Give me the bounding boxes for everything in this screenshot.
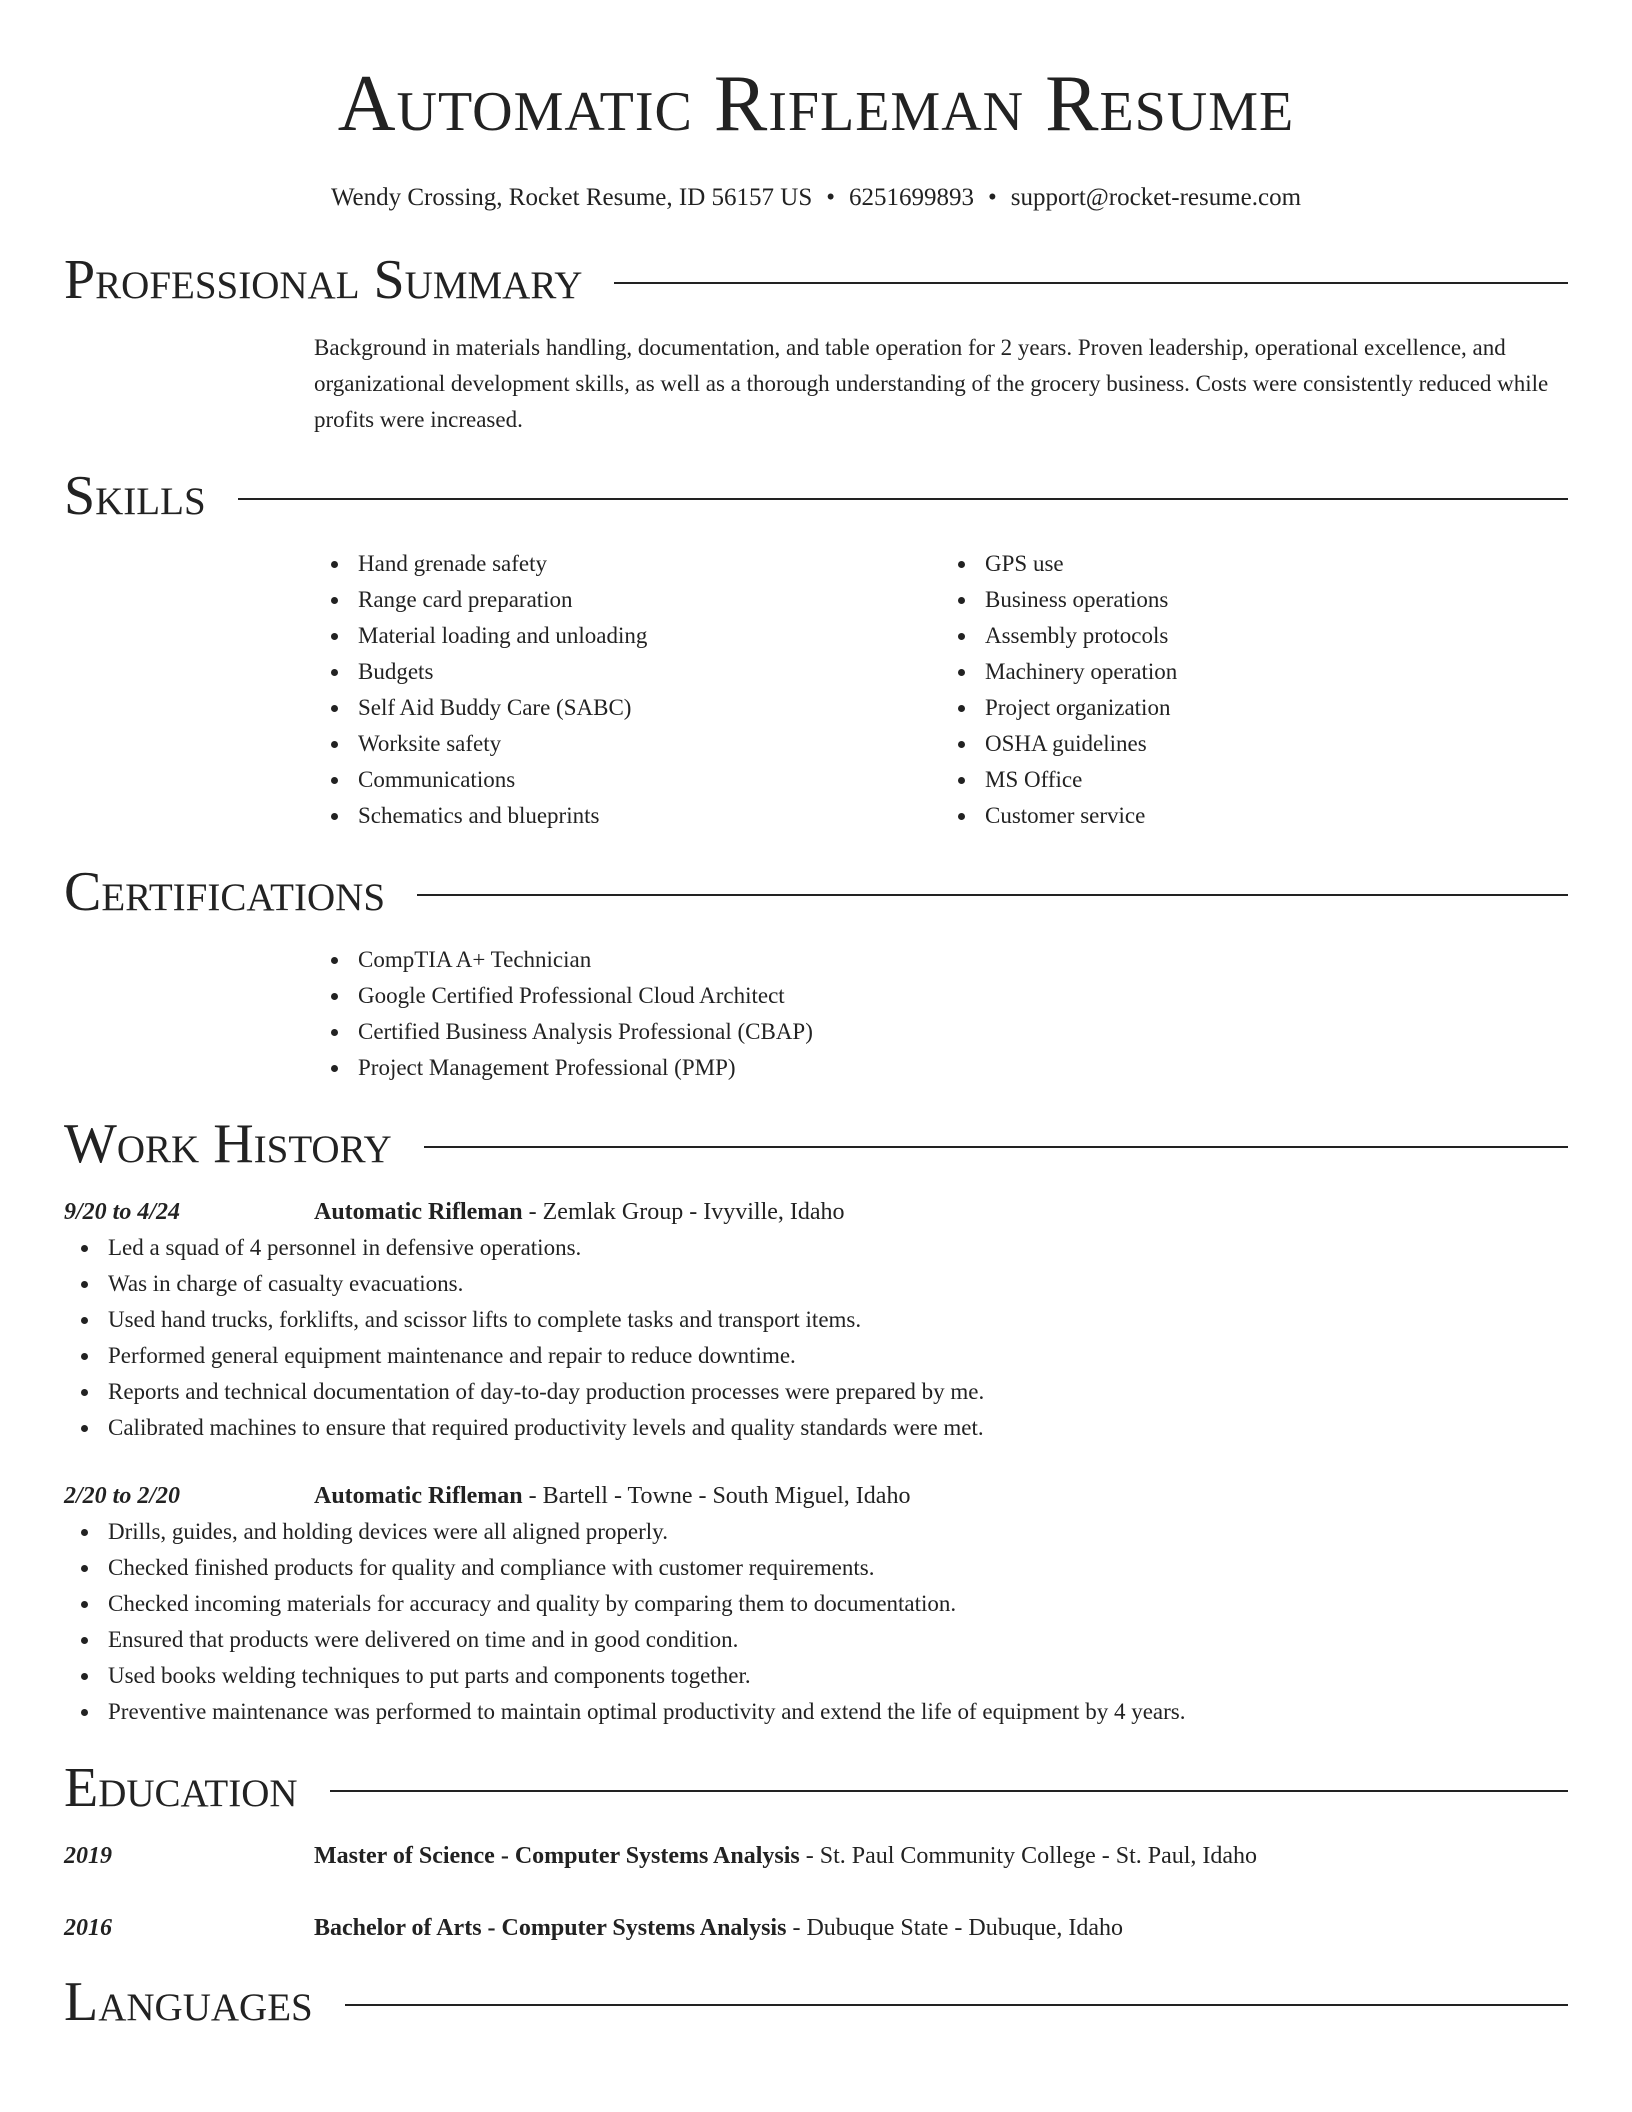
skill-item: Worksite safety xyxy=(358,726,941,762)
education-year: 2016 xyxy=(64,1915,112,1941)
skills-list-left xyxy=(314,546,941,834)
job-duty-item: Led a squad of 4 personnel in defensive operations. xyxy=(108,1230,1568,1266)
job-heading-line xyxy=(314,1194,845,1230)
summary-text: Background in materials handling, documentation, and table operation for 2 years. Proven leadership, operational excellence, and organizational development skills, as well as a thorough understanding of the grocery business. Costs were consistently reduced while profits were increased. xyxy=(314,335,1549,432)
skill-item: Range card preparation xyxy=(358,582,941,618)
skill-item: GPS use xyxy=(985,546,1568,582)
education-degree: Master of Science - Computer Systems Analysis xyxy=(314,1843,800,1869)
job-title: Automatic Rifleman xyxy=(314,1483,523,1509)
certifications-list xyxy=(314,942,1568,1086)
job-header xyxy=(64,1478,1568,1514)
languages-section-header xyxy=(64,1971,1568,2033)
skill-item: Budgets xyxy=(358,654,941,690)
skills-grid xyxy=(314,546,1568,834)
skill-item: Customer service xyxy=(985,798,1568,834)
skill-item: Communications xyxy=(358,762,941,798)
section-divider xyxy=(614,282,1568,284)
contact-address: Wendy Crossing, Rocket Resume, ID 56157 US xyxy=(330,184,813,211)
skill-item: MS Office xyxy=(985,762,1568,798)
contact-email: support@rocket-resume.com xyxy=(1010,184,1302,211)
skill-item: Project organization xyxy=(985,690,1568,726)
section-divider xyxy=(345,2004,1568,2006)
skill-item: Hand grenade safety xyxy=(358,546,941,582)
contact-line xyxy=(64,184,1568,212)
job-duty-item: Ensured that products were delivered on time and in good condition. xyxy=(108,1622,1568,1658)
section-divider xyxy=(417,894,1568,896)
certifications-section-header xyxy=(64,861,1568,923)
skill-item: Business operations xyxy=(985,582,1568,618)
education-details: - St. Paul Community College - St. Paul, Idaho xyxy=(799,1843,1258,1869)
skill-item: OSHA guidelines xyxy=(985,726,1568,762)
summary-heading: Professional Summary xyxy=(64,249,583,311)
job-date: 2/20 to 2/20 xyxy=(64,1483,181,1509)
education-year: 2019 xyxy=(64,1843,112,1869)
job-duty-item: Used hand trucks, forklifts, and scissor lifts to complete tasks and transport items. xyxy=(108,1302,1568,1338)
education-details: - Dubuque State - Dubuque, Idaho xyxy=(786,1915,1124,1941)
job-heading-line xyxy=(314,1478,910,1514)
skill-item: Material loading and unloading xyxy=(358,618,941,654)
section-divider xyxy=(238,498,1568,500)
job-duty-item: Checked incoming materials for accuracy and quality by comparing them to documentation. xyxy=(108,1586,1568,1622)
job-details: - Zemlak Group - Ivyville, Idaho xyxy=(522,1199,845,1225)
job-duties-list xyxy=(64,1514,1568,1730)
contact-phone: 6251699893 xyxy=(849,184,974,211)
education-section-header xyxy=(64,1757,1568,1819)
education-heading-line xyxy=(314,1838,1257,1874)
work-heading: Work History xyxy=(64,1113,392,1175)
job-duty-item: Reports and technical documentation of day-to-day production processes were prepared by me. xyxy=(108,1374,1568,1410)
certification-item: CompTIA A+ Technician xyxy=(358,942,1568,978)
certification-item: Certified Business Analysis Professional (CBAP) xyxy=(358,1014,1568,1050)
section-divider xyxy=(424,1146,1568,1148)
work-section-header xyxy=(64,1113,1568,1175)
skill-item: Schematics and blueprints xyxy=(358,798,941,834)
skills-list-right xyxy=(941,546,1568,834)
job-header xyxy=(64,1194,1568,1230)
job-entry xyxy=(64,1478,1568,1730)
job-entry xyxy=(64,1194,1568,1446)
contact-separator: • xyxy=(826,184,835,211)
education-entry xyxy=(64,1838,1568,1874)
job-details: - Bartell - Towne - South Miguel, Idaho xyxy=(522,1483,911,1509)
certifications-heading: Certifications xyxy=(64,861,386,923)
skills-section-header xyxy=(64,465,1568,527)
job-title: Automatic Rifleman xyxy=(314,1199,523,1225)
certification-item: Google Certified Professional Cloud Architect xyxy=(358,978,1568,1014)
resume-title: Automatic Rifleman Resume xyxy=(337,60,1295,148)
section-divider xyxy=(330,1790,1568,1792)
summary-section-header xyxy=(64,249,1568,311)
skill-item: Machinery operation xyxy=(985,654,1568,690)
job-duty-item: Calibrated machines to ensure that required productivity levels and quality standards were met. xyxy=(108,1410,1568,1446)
job-duty-item: Drills, guides, and holding devices were all aligned properly. xyxy=(108,1514,1568,1550)
skill-item: Assembly protocols xyxy=(985,618,1568,654)
languages-heading: Languages xyxy=(64,1971,313,2033)
certification-item: Project Management Professional (PMP) xyxy=(358,1050,1568,1086)
job-duty-item: Performed general equipment maintenance and repair to reduce downtime. xyxy=(108,1338,1568,1374)
certifications-block xyxy=(314,942,1568,1086)
education-heading-line xyxy=(314,1910,1123,1946)
job-date: 9/20 to 4/24 xyxy=(64,1199,181,1225)
education-heading: Education xyxy=(64,1757,298,1819)
job-duty-item: Was in charge of casualty evacuations. xyxy=(108,1266,1568,1302)
job-duty-item: Used books welding techniques to put parts and components together. xyxy=(108,1658,1568,1694)
job-duty-item: Preventive maintenance was performed to maintain optimal productivity and extend the life of equipment by 4 years. xyxy=(108,1694,1568,1730)
skill-item: Self Aid Buddy Care (SABC) xyxy=(358,690,941,726)
job-duty-item: Checked finished products for quality and compliance with customer requirements. xyxy=(108,1550,1568,1586)
education-entry xyxy=(64,1910,1568,1946)
education-degree: Bachelor of Arts - Computer Systems Analysis xyxy=(314,1915,787,1941)
contact-separator: • xyxy=(988,184,997,211)
skills-heading: Skills xyxy=(64,465,206,527)
job-duties-list xyxy=(64,1230,1568,1446)
